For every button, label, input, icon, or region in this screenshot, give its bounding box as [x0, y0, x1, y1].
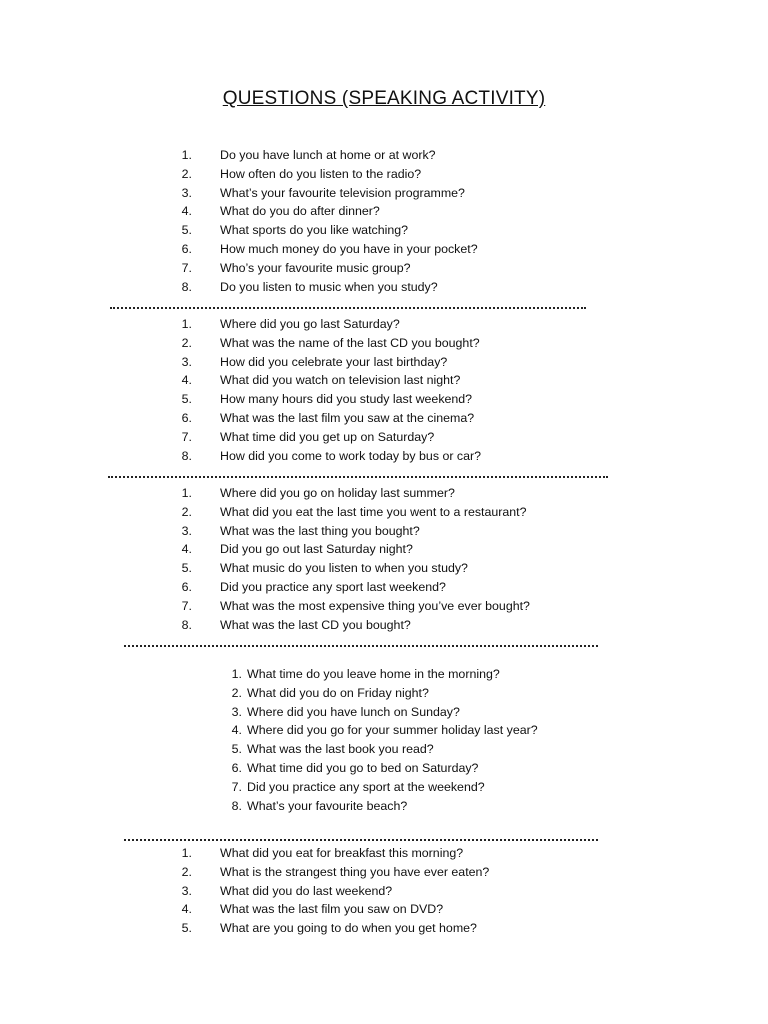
- dotted-separator: [110, 307, 586, 309]
- question-text: Did you practice any sport at the weekend?: [247, 779, 485, 794]
- question-text: What was the last thing you bought?: [220, 523, 420, 538]
- question-number: 4.: [181, 542, 192, 557]
- question-number: 2.: [181, 335, 192, 350]
- question-number: 8.: [181, 279, 192, 294]
- question-text: Do you have lunch at home or at work?: [220, 148, 436, 162]
- question-item: [176, 278, 636, 297]
- question-item: [176, 334, 636, 353]
- question-text: What are you going to do when you get home?: [220, 921, 477, 936]
- dotted-separator: [124, 839, 598, 841]
- question-number: 1.: [181, 148, 192, 162]
- question-item: [176, 353, 636, 372]
- question-number: 3.: [181, 883, 192, 898]
- question-text: What time did you get up on Saturday?: [220, 429, 435, 444]
- question-number: 2.: [181, 504, 192, 519]
- question-item: [176, 882, 636, 901]
- question-item: [176, 540, 636, 559]
- question-item: [176, 900, 636, 919]
- question-number: 1.: [181, 486, 192, 500]
- question-number: 6.: [181, 410, 192, 425]
- question-item: [176, 447, 636, 466]
- question-number: 2.: [181, 864, 192, 879]
- question-text: What time did you go to bed on Saturday?: [247, 760, 479, 775]
- question-item: [176, 259, 636, 278]
- question-number: 5.: [231, 742, 242, 757]
- question-text: Where did you go last Saturday?: [220, 317, 400, 331]
- question-text: Who’s your favourite music group?: [220, 260, 411, 275]
- question-item: [226, 703, 686, 722]
- question-number: 3.: [181, 354, 192, 369]
- question-number: 7.: [181, 598, 192, 613]
- question-item: [226, 665, 686, 684]
- question-item: [176, 578, 636, 597]
- question-number: 1.: [231, 667, 242, 681]
- question-number: 2.: [181, 166, 192, 181]
- question-text: What was the last film you saw at the cinema?: [220, 410, 475, 425]
- question-text: Did you go out last Saturday night?: [220, 542, 413, 557]
- question-number: 5.: [181, 921, 192, 936]
- question-number: 4.: [181, 902, 192, 917]
- question-number: 5.: [181, 561, 192, 576]
- question-list-2: [176, 315, 636, 465]
- question-text: What was the last book you read?: [247, 742, 434, 757]
- question-text: Where did you go for your summer holiday last year?: [247, 723, 538, 738]
- question-text: How often do you listen to the radio?: [220, 166, 422, 181]
- question-text: What is the strangest thing you have ever eaten?: [220, 864, 490, 879]
- question-number: 4.: [181, 204, 192, 219]
- question-text: How did you celebrate your last birthday?: [220, 354, 448, 369]
- question-item: [226, 721, 686, 740]
- question-number: 3.: [181, 185, 192, 200]
- question-list-1: [176, 146, 636, 296]
- question-text: What was the name of the last CD you bought?: [220, 335, 480, 350]
- question-text: What sports do you like watching?: [220, 223, 409, 238]
- question-text: How many hours did you study last weekend?: [220, 392, 473, 407]
- question-text: What time do you leave home in the morning?: [247, 667, 500, 681]
- question-item: [176, 184, 636, 203]
- question-item: [176, 559, 636, 578]
- question-item: [176, 165, 636, 184]
- question-text: What do you do after dinner?: [220, 204, 380, 219]
- question-text: Do you listen to music when you study?: [220, 279, 438, 294]
- question-number: 3.: [181, 523, 192, 538]
- question-number: 5.: [181, 392, 192, 407]
- question-item: [176, 409, 636, 428]
- question-text: What did you eat the last time you went to a restaurant?: [220, 504, 527, 519]
- question-text: Where did you go on holiday last summer?: [220, 486, 455, 500]
- question-item: [226, 778, 686, 797]
- question-number: 5.: [181, 223, 192, 238]
- question-text: What did you watch on television last night?: [220, 373, 461, 388]
- question-number: 6.: [181, 579, 192, 594]
- question-item: [176, 428, 636, 447]
- question-list-3: [176, 484, 636, 634]
- dotted-separator: [124, 645, 598, 647]
- question-list-4: [226, 665, 686, 815]
- question-number: 6.: [231, 760, 242, 775]
- question-item: [176, 315, 636, 334]
- question-item: [176, 484, 636, 503]
- question-item: [226, 759, 686, 778]
- question-item: [176, 240, 636, 259]
- question-text: What’s your favourite television programme?: [220, 185, 465, 200]
- question-text: What music do you listen to when you study?: [220, 561, 468, 576]
- question-text: How did you come to work today by bus or car?: [220, 448, 482, 463]
- question-text: What did you do last weekend?: [220, 883, 393, 898]
- question-item: [226, 684, 686, 703]
- question-number: 8.: [231, 798, 242, 813]
- question-text: What was the last film you saw on DVD?: [220, 902, 444, 917]
- question-text: How much money do you have in your pocket?: [220, 241, 478, 256]
- question-item: [226, 797, 686, 816]
- question-text: What was the most expensive thing you’ve ever bought?: [220, 598, 530, 613]
- question-number: 8.: [181, 448, 192, 463]
- question-text: What did you do on Friday night?: [247, 685, 429, 700]
- question-item: [176, 390, 636, 409]
- question-item: [176, 919, 636, 938]
- question-text: What did you eat for breakfast this morning?: [220, 846, 464, 860]
- question-number: 4.: [181, 373, 192, 388]
- question-number: 6.: [181, 241, 192, 256]
- question-text: What’s your favourite beach?: [247, 798, 408, 813]
- page-title: QUESTIONS (SPEAKING ACTIVITY): [222, 88, 546, 109]
- question-item: [176, 371, 636, 390]
- question-item: [176, 522, 636, 541]
- question-item: [176, 146, 636, 165]
- question-number: 3.: [231, 704, 242, 719]
- question-item: [226, 740, 686, 759]
- question-item: [176, 844, 636, 863]
- question-number: 1.: [181, 846, 192, 860]
- question-text: Did you practice any sport last weekend?: [220, 579, 446, 594]
- question-list-5: [176, 844, 636, 938]
- question-number: 1.: [181, 317, 192, 331]
- question-item: [176, 597, 636, 616]
- question-text: Where did you have lunch on Sunday?: [247, 704, 460, 719]
- question-item: [176, 863, 636, 882]
- question-item: [176, 503, 636, 522]
- dotted-separator: [108, 476, 608, 478]
- question-number: 8.: [181, 617, 192, 632]
- question-number: 7.: [231, 779, 242, 794]
- question-number: 7.: [181, 260, 192, 275]
- question-number: 4.: [231, 723, 242, 738]
- question-number: 7.: [181, 429, 192, 444]
- question-item: [176, 202, 636, 221]
- question-item: [176, 221, 636, 240]
- question-text: What was the last CD you bought?: [220, 617, 411, 632]
- question-number: 2.: [231, 685, 242, 700]
- question-item: [176, 616, 636, 635]
